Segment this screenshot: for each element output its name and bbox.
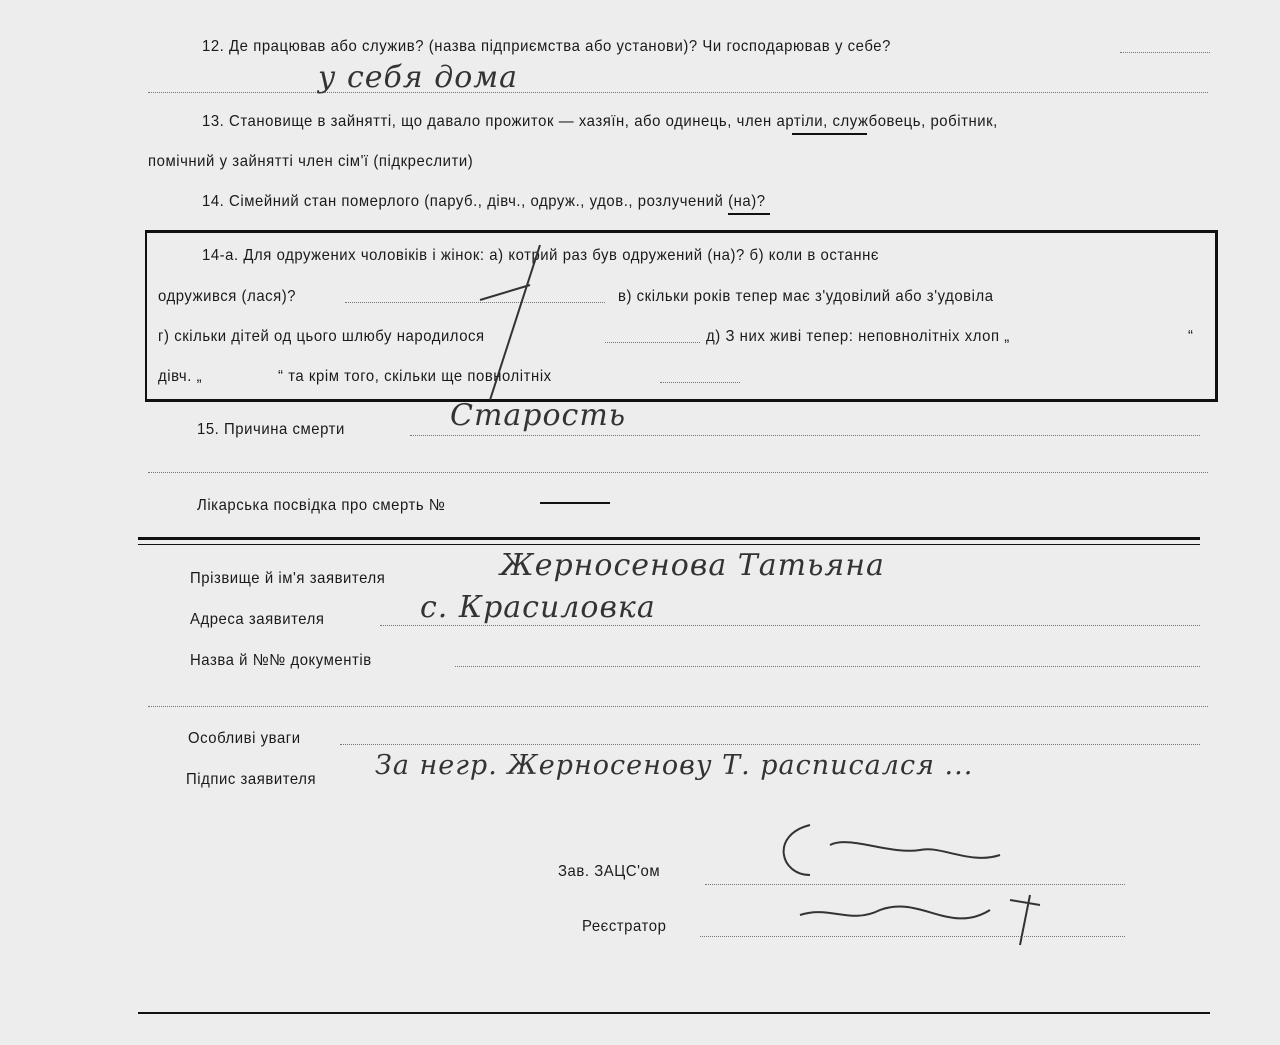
notes-label: Особливі уваги [188,730,301,747]
docs-line [455,666,1200,667]
q15-line2 [148,472,1208,473]
applicant-signature: За негр. Жерносенову Т. расписался ... [375,750,974,781]
q15-line [410,435,1200,436]
applicant-name-label: Прізвище й ім'я заявителя [190,570,386,587]
q14a-line1: 14-а. Для одружених чоловіків і жінок: а) котрий раз був одружений (на)? б) коли в останнє [202,247,880,264]
signature-label: Підпис заявителя [186,771,317,788]
divider [138,537,1200,540]
underline-udov [728,213,770,215]
q14a-line2b: в) скільки років тепер має з'удовілий або з'удовіла [618,288,994,305]
bottom-divider [138,1012,1210,1014]
q12-answer-line [148,92,1208,93]
certificate-label: Лікарська посвідка про смерть № [197,497,446,514]
q14a-dots [605,342,700,343]
q15-answer: Старость [450,398,627,433]
q14a-line3c: “ [1188,328,1194,345]
docs-line2 [148,706,1208,707]
applicant-address-value: с. Красиловка [420,590,656,625]
docs-label: Назва й №№ документів [190,652,372,669]
q14a-line4b: “ та крім того, скільки ще повнолітніх [278,368,552,385]
q14a-line3a: г) скільки дітей од цього шлюбу народилося [158,328,485,345]
q14a-line3b: д) З них живі тепер: неповнолітніх хлоп „ [706,328,1010,345]
q12-label: 12. Де працював або служив? (назва підприємства або установи)? Чи господарював у себе? [202,38,891,55]
certificate-dash [540,502,610,504]
q14a-line2a: одружився (лася)? [158,288,297,305]
applicant-address-label: Адреса заявителя [190,611,325,628]
registrar-line [700,936,1125,937]
divider [138,544,1200,545]
q15-label: 15. Причина смерти [197,421,345,438]
registrar-label: Реєстратор [582,918,667,935]
signatures [770,815,1090,965]
handwritten-dash-stroke [470,240,550,410]
notes-line [340,744,1200,745]
underline-odynets [792,133,867,135]
address-line [380,625,1200,626]
q13-line1: 13. Становище в зайнятті, що давало прожиток — хазяїн, або одинець, член артіли, службовець, робітник, [202,113,998,130]
q14a-line4a: дівч. „ [158,368,203,385]
q14a-dots [660,382,740,383]
q14-label: 14. Сімейний стан померлого (паруб., дівч., одруж., удов., розлучений (на)? [202,193,766,210]
applicant-name-value: Жерносенова Татьяна [500,548,885,583]
q12-line [1120,52,1210,53]
q12-answer: у себя дома [318,60,519,95]
head-label: Зав. ЗАЦС'ом [558,863,661,880]
q13-line2: помічний у зайнятті член сім'ї (підкреслити) [148,153,474,170]
